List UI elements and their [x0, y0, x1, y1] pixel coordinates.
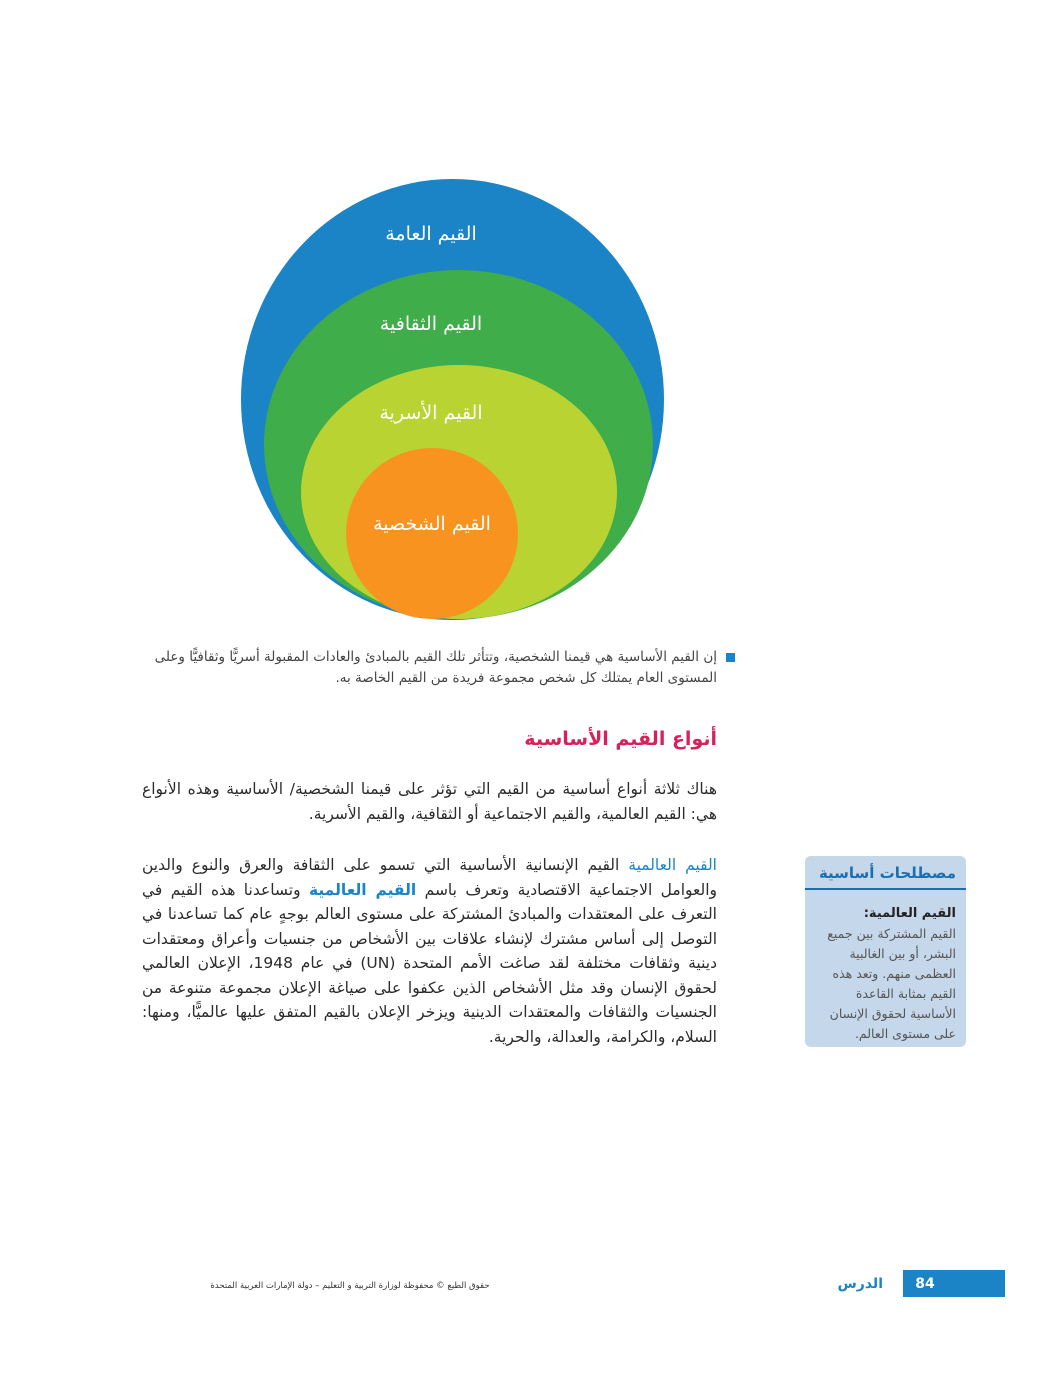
- key-terms-box: [805, 856, 966, 1047]
- paragraph-text-part1: القيم الإنسانية الأساسية التي تسمو على الثقافة والعرق والنوع والدين والعوامل الاجتماعية الاقتصادية وتعرف باسم: [142, 856, 718, 899]
- page-number: 84: [915, 1276, 935, 1292]
- lesson-label: الدرس: [837, 1276, 883, 1292]
- paragraph-text-part2: وتساعدنا هذه القيم في التعرف على المعتقدات والمبادئ المشتركة على مستوى العالم بوجهٍ عام كما تساعدنا في التوصل إلى أساس مشترك لإنشاء علاقات بين الأشخاص من جنسيات وأعراق ومعتقدات دينية وثقافات مختلفة لقد صاغت الأمم المتحدة (UN) في عام 1948، الإعلان العالمي لحقوق الإنسان وقد مثل الأشخاص الذين عكفوا على صياغة الإعلان مجموعة متنوعة من الجنسيات والثقافات والمعتقدات الدينية ويزخر الإعلان بالقيم المتفق عليها عالميًّا، ومنها: السلام، والكرامة، والعدالة، والحرية.: [142, 880, 717, 1046]
- key-terms-body: [805, 890, 966, 1044]
- family-values-label: القيم الأسرية: [379, 402, 483, 424]
- section-heading: أنواع القيم الأساسية: [524, 728, 717, 750]
- diagram-caption-text: إن القيم الأساسية هي قيمنا الشخصية، وتتأثر تلك القيم بالمبادئ والعادات المقبولة أسريًّا وثقافيًّا وعلى المستوى العام يمتلك كل شخص مجموعة فريدة من القيم الخاصة به.: [154, 649, 717, 686]
- universal-values-paragraph: [142, 853, 717, 1049]
- intro-paragraph: هناك ثلاثة أنواع أساسية من القيم التي تؤثر على قيمنا الشخصية/ الأساسية وهذه الأنواع هي: القيم العالمية، والقيم الاجتماعية أو الثقافية، والقيم الأسرية.: [142, 780, 717, 823]
- glossary-term: القيم العالمية:: [863, 906, 956, 921]
- copyright-notice: حقوق الطبع © محفوظة لوزارة التربية و التعليم – دولة الإمارات العربية المتحدة: [210, 1281, 490, 1291]
- universal-values-lead-term: القيم العالمية: [628, 856, 717, 874]
- personal-values-label: القيم الشخصية: [373, 513, 491, 535]
- glossary-definition: القيم المشتركة بين جميع البشر، أو بين الغالبية العظمى منهم. وتعد هذه القيم بمثابة القاعدة الأساسية لحقوق الإنسان على مستوى العالم.: [827, 926, 956, 1041]
- bullet-square-icon: [726, 653, 735, 662]
- universal-values-bold-term: القيم العالمية: [308, 880, 417, 899]
- diagram-caption: [137, 647, 717, 689]
- cultural-values-label: القيم الثقافية: [379, 313, 483, 335]
- key-terms-title: مصطلحات أساسية: [805, 856, 966, 890]
- general-values-label: القيم العامة: [385, 223, 477, 245]
